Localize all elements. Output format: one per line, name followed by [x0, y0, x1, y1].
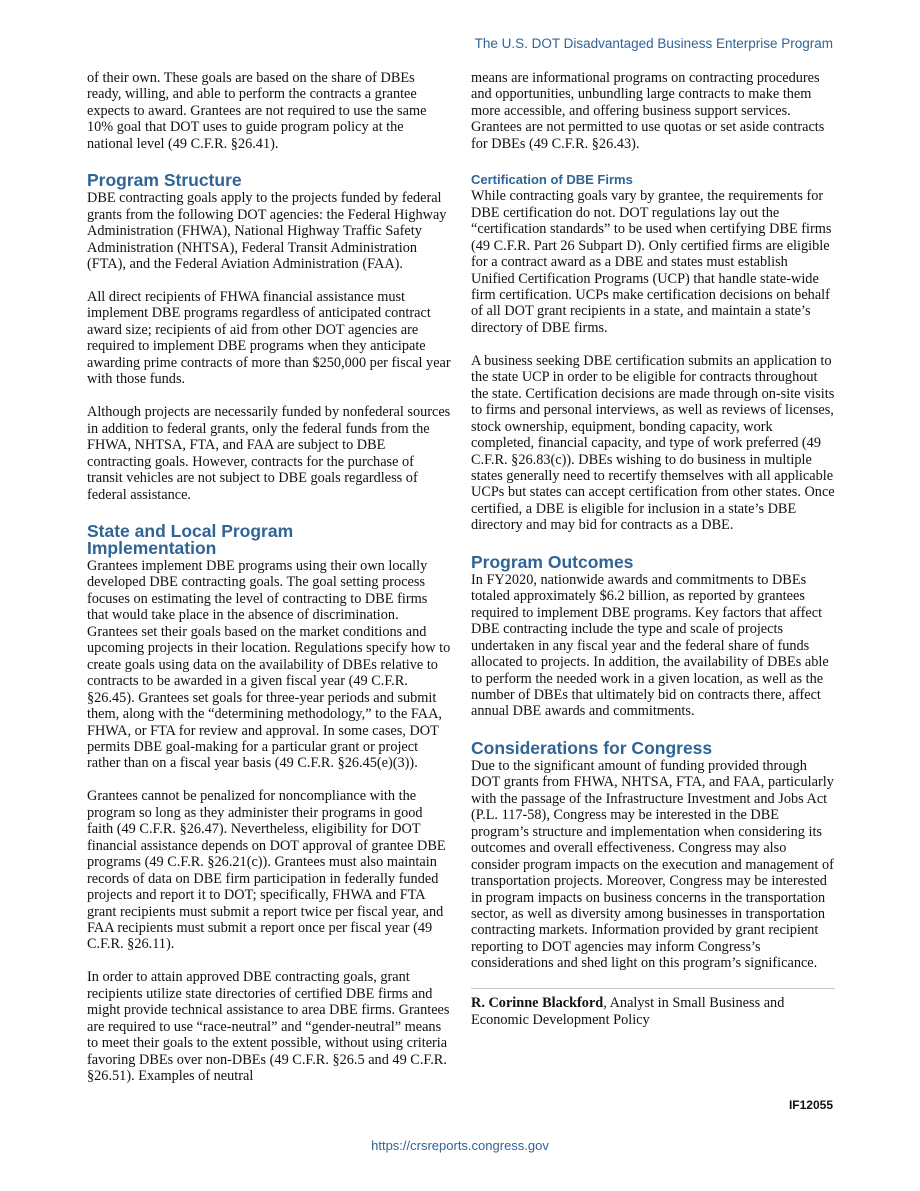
intro-paragraph: of their own. These goals are based on the share of DBEs ready, willing, and able to perform the contracts a grantee expects to award. Grantees are not required to use the same 10% goal that DOT uses to guide program policy at the national level (49 C.F.R. §26.41).: [87, 70, 427, 152]
continued-paragraph: means are informational programs on contracting procedures and opportunities, unbundling large contracts to make them more accessible, and offering business support services. Grantees are not permitted to use quotas or set aside contracts for DBEs (49 C.F.R. §26.43).: [471, 70, 825, 152]
program-outcomes-paragraph: In FY2020, nationwide awards and commitments to DBEs totaled approximately $6.2 billion, as reported by grantees required to implement DBE programs. Key factors that affect DBE contracting include the type and scale of projects undertaken in any fiscal year and the federal share of funds allocated to projects. In addition, the availability of DBEs able to perform the needed work in a given location, as well as the number of DBEs that ultimately bid on contracts there, affect annual DBE awards and commitments.: [471, 571, 829, 720]
program-structure-heading: Program Structure: [87, 170, 242, 191]
state-local-heading-line1: State and Local Program: [87, 520, 294, 541]
footer-url-link[interactable]: https://crsreports.congress.gov: [371, 1138, 549, 1153]
considerations-paragraph: Due to the significant amount of funding provided through DOT grants from FHWA, NHTSA, FTA, and FAA, particularly with the passage of the Infrastructure Investment and Jobs Act (P.L. 117-58), Congress may be interested in the DBE program’s structure and implementation when considering its outcomes and overall effectiveness. Congress may also consider program impacts on the execution and management of transportation projects. Moreover, Congress may be interested in program impacts on business concerns in the transportation sector, as well as diversity among businesses in transportation contracting markets. Information provided by grant recipient reporting to DOT agencies may inform Congress’s considerations and shed light on this program’s significance.: [471, 757, 834, 972]
author-block: [471, 988, 835, 1028]
right-column: [471, 70, 835, 1028]
considerations-heading: Considerations for Congress: [471, 737, 713, 758]
state-local-paragraph-2: Grantees cannot be penalized for noncompliance with the program so long as they administer their programs in good faith (49 C.F.R. §26.47). Nevertheless, eligibility for DOT financial assistance depends on DOT approval of grantee DBE programs (49 C.F.R. §26.21(c)). Grantees must also maintain records of data on DBE firm participation in federally funded projects and report it to DOT; specifically, FHWA and FTA grant recipients must submit a report twice per fiscal year, and FAA recipients must submit a report once per fiscal year (49 C.F.R. §26.11).: [87, 788, 446, 953]
program-structure-paragraph-3: Although projects are necessarily funded by nonfederal sources in addition to federal grants, only the federal funds from the FHWA, NHTSA, FTA, and FAA are subject to DBE contracting goals. However, contracts for the purchase of transit vehicles are not subject to DBE goals regardless of federal assistance.: [87, 404, 451, 503]
left-column: [87, 70, 451, 1101]
program-structure-paragraph-1: DBE contracting goals apply to the projects funded by federal grants from the following DOT agencies: the Federal Highway Administration (FHWA), National Highway Traffic Safety Administration (NHTSA), Federal Transit Administration (FTA), and the Federal Aviation Administration (FAA).: [87, 190, 447, 273]
state-local-heading: [87, 520, 451, 558]
state-local-heading-line2: Implementation: [87, 537, 217, 558]
state-local-paragraph-3: In order to attain approved DBE contracting goals, grant recipients utilize state directories of certified DBE firms and might provide technical assistance to area DBE firms. Grantees are required to use “race-neutral” and “gender-neutral” means to meet their goals to the extent possible, without using criteria favoring DBEs over non-DBEs (49 C.F.R. §26.5 and 49 C.F.R. §26.51). Examples of neutral: [87, 969, 450, 1085]
certification-paragraph-2: A business seeking DBE certification submits an application to the state UCP in order to be eligible for contracts throughout the state. Certification decisions are made through on-site visits to firms and personal interviews, as well as reviews of licenses, stock ownership, equipment, bonding capacity, work completed, financial capacity, and type of work preferred (49 C.F.R. §26.83(c)). DBEs wishing to do business in multiple states generally need to recertify themselves with all applicable UCPs but states can accept certification from other states. Once certified, a DBE is eligible for inclusion in a state’s DBE directory and may bid for contracts as a DBE.: [471, 352, 835, 534]
author-title: , Analyst in Small Business and Economic Development Policy: [471, 995, 785, 1028]
program-outcomes-heading: Program Outcomes: [471, 551, 634, 572]
certification-paragraph-1: While contracting goals vary by grantee, the requirements for DBE certification do not. DOT regulations lay out the “certification standards” to be used when certifying DBE firms (49 C.F.R. Part 26 Subpart D). Only certified firms are eligible for a contract award as a DBE and states must establish Unified Certification Programs (UCP) that handle state-wide firm certification. UCPs make certification decisions on behalf of all DOT grant recipients in a state, and maintain a state’s directory of DBE firms.: [471, 188, 832, 336]
running-header-title: The U.S. DOT Disadvantaged Business Enterprise Program: [474, 36, 833, 51]
certification-heading: Certification of DBE Firms: [471, 172, 633, 188]
document-id: IF12055: [788, 1098, 833, 1112]
program-structure-paragraph-2: All direct recipients of FHWA financial assistance must implement DBE programs regardless of anticipated contract award size; recipients of aid from other DOT agencies are required to implement DBE programs when they anticipate awarding prime contracts of more than $250,000 per fiscal year with those funds.: [87, 289, 451, 388]
state-local-paragraph-1: Grantees implement DBE programs using their own locally developed DBE contracting goals. The goal setting process focuses on estimating the level of contracting to DBE firms that would take place in the absence of discrimination. Grantees set their goals based on the market conditions and upcoming projects in their location. Regulations specify how to create goals using data on the availability of DBEs relative to contracts to be awarded in a given fiscal year (49 C.F.R. §26.45). Grantees set goals for three-year periods and submit them, along with the “determining methodology,” to the FAA, FHWA, or FTA for review and approval. In some cases, DOT permits DBE goal-making for a particular grant or project rather than on a fiscal year basis (49 C.F.R. §26.45(e)(3)).: [87, 557, 451, 772]
author-name: R. Corinne Blackford: [471, 995, 604, 1012]
